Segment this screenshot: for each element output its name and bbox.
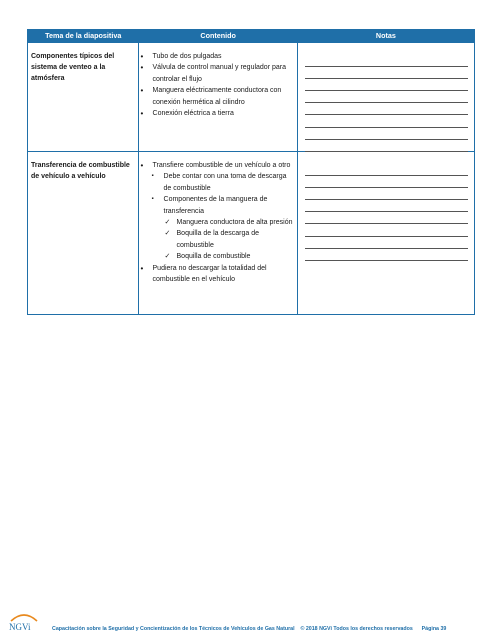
page-number: Página 39 bbox=[421, 626, 447, 632]
header-notes: Notas bbox=[375, 31, 396, 40]
list-item: • Transfiere combustible de un vehículo a otro bbox=[139, 160, 293, 171]
list-item: • Tubo de dos pulgadas bbox=[139, 51, 293, 62]
row-content-list bbox=[139, 43, 297, 125]
notes-lines[interactable] bbox=[298, 43, 474, 151]
page-footer bbox=[0, 618, 494, 636]
list-item: ▪ Debe contar con una toma de descarga de combustible bbox=[139, 171, 293, 194]
table-header bbox=[28, 30, 474, 42]
notes-lines[interactable] bbox=[298, 152, 474, 314]
copyright: © 2018 NGVi Todos los derechos reservados bbox=[300, 626, 413, 632]
header-content: Contenido bbox=[200, 31, 236, 40]
row-topic: Transferencia de combustible de vehículo a vehículo bbox=[28, 152, 139, 314]
course-title: Capacitación sobre la Seguridad y Concientización de los Técnicos de Vehículos de Gas Natural bbox=[52, 626, 295, 632]
table-row bbox=[28, 42, 474, 151]
row-content-list bbox=[139, 152, 297, 291]
list-item: ✓ Boquilla de la descarga de combustible bbox=[139, 228, 293, 251]
list-item: • Manguera eléctricamente conductora con conexión hermética al cilindro bbox=[139, 85, 293, 108]
logo-text: NGVi bbox=[9, 622, 31, 632]
ngvi-logo bbox=[7, 612, 41, 632]
list-item: • Pudiera no descargar la totalidad del combustible en el vehículo bbox=[139, 263, 293, 286]
notes-table bbox=[27, 29, 475, 315]
row-topic: Componentes típicos del sistema de venteo a la atmósfera bbox=[28, 43, 139, 151]
list-item: ▪ Componentes de la manguera de transferencia bbox=[139, 194, 293, 217]
list-item: ✓ Manguera conductora de alta presión bbox=[139, 217, 293, 228]
header-topic: Tema de la diapositiva bbox=[45, 31, 122, 40]
footer-text bbox=[52, 626, 446, 632]
list-item: • Válvula de control manual y regulador para controlar el flujo bbox=[139, 62, 293, 85]
table-row bbox=[28, 151, 474, 314]
list-item: ✓ Boquilla de combustible bbox=[139, 251, 293, 262]
list-item: • Conexión eléctrica a tierra bbox=[139, 108, 293, 119]
